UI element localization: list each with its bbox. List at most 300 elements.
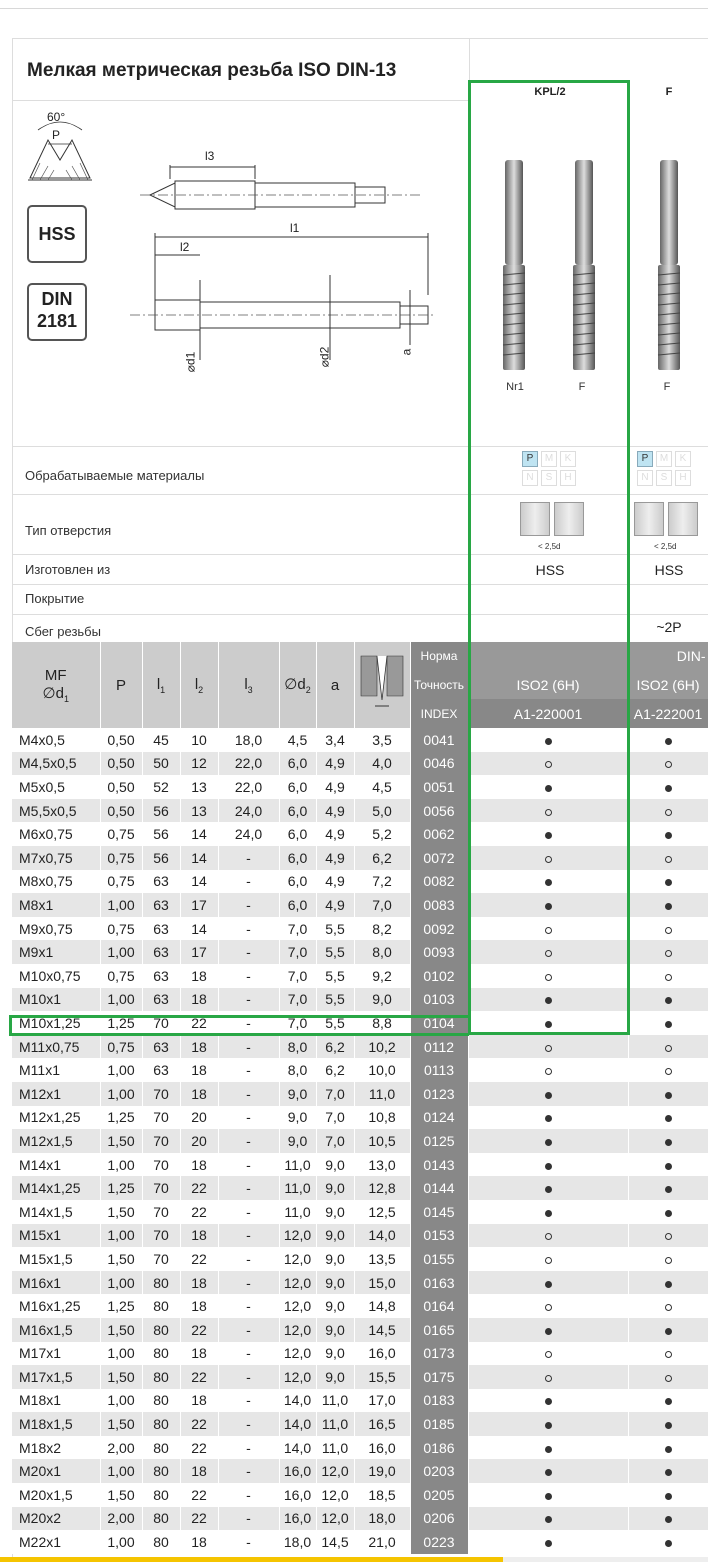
cell-d2: 8,0 [279,1058,316,1082]
cell-d: 11,0 [354,1082,410,1106]
availability-cell [628,940,708,964]
hole-depth-label: < 2,5d [538,542,561,551]
cell-P: 0,75 [100,1035,142,1059]
cell-a: 3,4 [316,728,354,752]
cell-l1: 70 [142,1082,180,1106]
cell-name: M9x0,75 [12,917,100,941]
cell-l1: 70 [142,1224,180,1248]
cell-l3: - [218,1436,279,1460]
cell-d2: 18,0 [279,1530,316,1554]
availability-cell [468,1365,628,1389]
cell-name: M5,5x0,5 [12,799,100,823]
cell-l2: 17 [180,893,218,917]
cell-P: 1,25 [100,1294,142,1318]
cell-l2: 18 [180,1224,218,1248]
cell-l3: - [218,1271,279,1295]
cell-a: 4,9 [316,893,354,917]
cell-P: 1,50 [100,1247,142,1271]
header-d2: $\emptyset d_2$ [279,642,316,728]
empty-dot-icon [545,1375,552,1382]
through-hole-icon [634,502,664,536]
cell-l3: - [218,1082,279,1106]
cell-l1: 63 [142,964,180,988]
cell-a: 9,0 [316,1294,354,1318]
material-grid-2 [637,451,691,486]
table-row [12,1459,708,1483]
empty-dot-icon [665,950,672,957]
availability-cell [468,1035,628,1059]
availability-cell [628,1129,708,1153]
divider [12,554,708,555]
availability-cell [628,1459,708,1483]
cell-l3: - [218,870,279,894]
cell-d2: 12,0 [279,1365,316,1389]
cell-d2: 6,0 [279,799,316,823]
cell-l1: 63 [142,1058,180,1082]
availability-cell [628,728,708,752]
cell-d: 9,0 [354,988,410,1012]
tap-image-f [565,155,605,375]
cell-l3: - [218,1058,279,1082]
cell-l1: 70 [142,1011,180,1035]
cell-d: 18,0 [354,1507,410,1531]
cell-l2: 18 [180,1530,218,1554]
availability-cell [468,1459,628,1483]
cell-a: 7,0 [316,1082,354,1106]
din-badge: DIN 2181 [27,283,87,341]
materials-label: Обрабатываемые материалы [25,468,205,483]
cell-P: 0,50 [100,775,142,799]
cell-a: 9,0 [316,1247,354,1271]
cell-P: 1,00 [100,1342,142,1366]
table-row [12,1035,708,1059]
image-label-nr1: Nr1 [506,381,524,393]
cell-a: 4,9 [316,752,354,776]
cell-l3: - [218,1459,279,1483]
cell-d2: 6,0 [279,822,316,846]
cell-idx: 0092 [410,917,468,941]
divider [12,614,708,615]
cell-d2: 11,0 [279,1200,316,1224]
cell-P: 1,25 [100,1106,142,1130]
cell-l3: - [218,940,279,964]
material-n: N [637,470,653,486]
cell-a: 11,0 [316,1436,354,1460]
cell-l3: - [218,846,279,870]
table-row [12,964,708,988]
cell-P: 1,50 [100,1318,142,1342]
cell-l3: - [218,1507,279,1531]
cell-d: 16,5 [354,1412,410,1436]
top-divider [0,8,708,9]
cell-name: M14x1 [12,1153,100,1177]
availability-cell [628,1530,708,1554]
cell-a: 9,0 [316,1365,354,1389]
header-drill-icon [354,642,410,728]
cell-d: 12,5 [354,1200,410,1224]
cell-P: 1,00 [100,893,142,917]
cell-d: 8,0 [354,940,410,964]
cell-d: 16,0 [354,1436,410,1460]
availability-cell [468,775,628,799]
cell-l3: 24,0 [218,822,279,846]
cell-l1: 63 [142,988,180,1012]
cell-idx: 0223 [410,1530,468,1554]
cell-name: M6x0,75 [12,822,100,846]
cell-name: M18x1 [12,1389,100,1413]
filled-dot-icon [545,997,552,1004]
cell-d2: 9,0 [279,1129,316,1153]
availability-cell [628,988,708,1012]
cell-P: 1,50 [100,1412,142,1436]
column-head-f: F [665,86,673,98]
divider [12,584,708,585]
cell-P: 1,00 [100,1082,142,1106]
cell-l1: 52 [142,775,180,799]
cell-l3: - [218,964,279,988]
norm-label: Норма [410,642,468,671]
availability-cell [628,1483,708,1507]
cell-l2: 18 [180,1153,218,1177]
header-l2: $l_2$ [180,642,218,728]
cell-d2: 12,0 [279,1247,316,1271]
cell-l1: 63 [142,940,180,964]
cell-idx: 0124 [410,1106,468,1130]
availability-cell [468,1530,628,1554]
cell-l2: 14 [180,822,218,846]
availability-cell [628,1342,708,1366]
table-row [12,1082,708,1106]
cell-name: M8x1 [12,893,100,917]
cell-idx: 0175 [410,1365,468,1389]
cell-d: 8,2 [354,917,410,941]
cell-name: M16x1 [12,1271,100,1295]
filled-dot-icon [545,1540,552,1547]
filled-dot-icon [545,1328,552,1335]
cell-l3: - [218,1035,279,1059]
cell-d2: 6,0 [279,870,316,894]
cell-idx: 0082 [410,870,468,894]
cell-idx: 0056 [410,799,468,823]
cell-l1: 63 [142,1035,180,1059]
tap-drawing [130,145,440,385]
l3-label: l3 [205,149,215,163]
cell-P: 0,50 [100,752,142,776]
cell-idx: 0046 [410,752,468,776]
cell-d2: 14,0 [279,1412,316,1436]
empty-dot-icon [665,1045,672,1052]
table-row [12,1176,708,1200]
cell-d2: 6,0 [279,752,316,776]
availability-cell [628,775,708,799]
availability-cell [628,870,708,894]
cell-d2: 9,0 [279,1082,316,1106]
material-p: P [637,451,653,467]
cell-d2: 6,0 [279,775,316,799]
filled-dot-icon [545,738,552,745]
cell-idx: 0083 [410,893,468,917]
cell-l2: 18 [180,1058,218,1082]
filled-dot-icon [665,1328,672,1335]
cell-a: 9,0 [316,1153,354,1177]
empty-dot-icon [545,856,552,863]
filled-dot-icon [665,1115,672,1122]
cell-idx: 0093 [410,940,468,964]
cell-d: 7,0 [354,893,410,917]
filled-dot-icon [545,1398,552,1405]
cell-name: M10x1,25 [12,1011,100,1035]
coating-label: Покрытие [25,591,85,606]
cell-l1: 70 [142,1176,180,1200]
cell-l2: 18 [180,1294,218,1318]
cell-l3: - [218,1294,279,1318]
cell-l1: 80 [142,1318,180,1342]
cell-l1: 80 [142,1342,180,1366]
empty-dot-icon [665,927,672,934]
table-row [12,940,708,964]
table-row [12,1483,708,1507]
cell-a: 12,0 [316,1507,354,1531]
cell-a: 9,0 [316,1200,354,1224]
header-l3: $l_3$ [218,642,279,728]
availability-cell [468,1507,628,1531]
cell-l3: - [218,1483,279,1507]
table-row [12,1271,708,1295]
filled-dot-icon [545,1092,552,1099]
cell-d2: 12,0 [279,1224,316,1248]
empty-dot-icon [665,809,672,816]
cell-d2: 6,0 [279,893,316,917]
cell-d2: 7,0 [279,917,316,941]
filled-dot-icon [545,1163,552,1170]
availability-cell [468,1483,628,1507]
cell-name: M10x1 [12,988,100,1012]
cell-l2: 17 [180,940,218,964]
cell-l1: 80 [142,1436,180,1460]
made-of-value: HSS [535,562,565,578]
cell-P: 1,00 [100,1058,142,1082]
availability-cell [468,940,628,964]
cell-l2: 22 [180,1483,218,1507]
empty-dot-icon [665,856,672,863]
filled-dot-icon [665,879,672,886]
cell-d: 17,0 [354,1389,410,1413]
cell-l3: - [218,893,279,917]
availability-cell [468,893,628,917]
cell-d: 4,0 [354,752,410,776]
material-m: M [656,451,672,467]
cell-l3: 22,0 [218,775,279,799]
availability-cell [468,799,628,823]
cell-l3: - [218,1247,279,1271]
cell-name: M18x1,5 [12,1412,100,1436]
availability-cell [628,1106,708,1130]
material-k: K [560,451,576,467]
availability-cell [628,822,708,846]
hole-type-label: Тип отверстия [25,523,112,538]
cell-d: 19,0 [354,1459,410,1483]
empty-dot-icon [545,1068,552,1075]
cell-P: 2,00 [100,1436,142,1460]
divider [12,100,470,101]
cell-idx: 0062 [410,822,468,846]
cell-d2: 16,0 [279,1459,316,1483]
empty-dot-icon [665,1068,672,1075]
cell-P: 1,00 [100,1224,142,1248]
table-row [12,728,708,752]
availability-cell [468,1271,628,1295]
cell-d: 5,2 [354,822,410,846]
cell-P: 1,25 [100,1176,142,1200]
cell-idx: 0103 [410,988,468,1012]
cell-idx: 0123 [410,1082,468,1106]
cell-idx: 0203 [410,1459,468,1483]
availability-cell [468,752,628,776]
cell-l1: 63 [142,917,180,941]
cell-l3: - [218,1342,279,1366]
empty-dot-icon [545,809,552,816]
cell-l2: 20 [180,1129,218,1153]
cell-P: 2,00 [100,1507,142,1531]
drill-diameter-icon [357,648,407,718]
cell-l1: 80 [142,1459,180,1483]
pitch-label: P [52,128,61,142]
cell-P: 0,75 [100,964,142,988]
cell-d2: 6,0 [279,846,316,870]
cell-l2: 22 [180,1318,218,1342]
empty-dot-icon [665,1351,672,1358]
cell-name: M12x1,25 [12,1106,100,1130]
availability-cell [628,1271,708,1295]
cell-a: 5,5 [316,1011,354,1035]
cell-d2: 8,0 [279,1035,316,1059]
filled-dot-icon [545,832,552,839]
table-row [12,1342,708,1366]
cell-a: 7,0 [316,1129,354,1153]
filled-dot-icon [665,785,672,792]
cell-name: M10x0,75 [12,964,100,988]
availability-cell [468,988,628,1012]
cell-l3: - [218,988,279,1012]
empty-dot-icon [665,1257,672,1264]
cell-l1: 70 [142,1129,180,1153]
availability-cell [628,964,708,988]
availability-cell [468,870,628,894]
availability-cell [468,846,628,870]
tap-image-nr1 [495,155,535,375]
cell-l2: 22 [180,1200,218,1224]
table-row [12,775,708,799]
cell-l2: 18 [180,964,218,988]
made-of-label: Изготовлен из [25,562,111,577]
cell-idx: 0051 [410,775,468,799]
header-l1: $l_1$ [142,642,180,728]
cell-l3: - [218,1389,279,1413]
cell-l1: 63 [142,893,180,917]
cell-l3: - [218,1011,279,1035]
cell-l3: - [218,917,279,941]
cell-l2: 22 [180,1365,218,1389]
cell-l2: 14 [180,846,218,870]
availability-cell [628,1247,708,1271]
availability-cell [628,1176,708,1200]
availability-cell [628,1507,708,1531]
d2-label: ⌀d2 [317,346,332,368]
cell-l1: 56 [142,799,180,823]
made-of-value: HSS [654,562,684,578]
material-grid-1 [522,451,576,486]
cell-l2: 22 [180,1412,218,1436]
cell-l1: 70 [142,1247,180,1271]
cell-d2: 12,0 [279,1342,316,1366]
cell-l2: 22 [180,1247,218,1271]
cell-l3: - [218,1129,279,1153]
cell-l3: - [218,1318,279,1342]
availability-cell [628,1200,708,1224]
availability-cell [628,1389,708,1413]
table-row [12,1412,708,1436]
cell-d2: 7,0 [279,988,316,1012]
filled-dot-icon [665,1281,672,1288]
cell-l2: 14 [180,870,218,894]
empty-dot-icon [545,1351,552,1358]
cell-P: 1,00 [100,1153,142,1177]
column-divider [469,38,470,642]
cell-d: 14,0 [354,1224,410,1248]
cell-idx: 0104 [410,1011,468,1035]
cell-a: 14,5 [316,1530,354,1554]
table-row [12,752,708,776]
cell-P: 1,00 [100,988,142,1012]
cell-a: 4,9 [316,799,354,823]
table-row [12,1530,708,1554]
tap-image-f2 [650,155,690,375]
table-row [12,1011,708,1035]
cell-name: M14x1,5 [12,1200,100,1224]
filled-dot-icon [545,1422,552,1429]
cell-name: M20x1,5 [12,1483,100,1507]
cell-name: M18x2 [12,1436,100,1460]
filled-dot-icon [545,1493,552,1500]
filled-dot-icon [545,1210,552,1217]
cell-name: M20x2 [12,1507,100,1531]
cell-idx: 0112 [410,1035,468,1059]
cell-a: 9,0 [316,1342,354,1366]
cell-d2: 11,0 [279,1153,316,1177]
cell-l2: 13 [180,775,218,799]
cell-a: 4,9 [316,846,354,870]
cell-l1: 80 [142,1412,180,1436]
filled-dot-icon [665,738,672,745]
cell-name: M17x1 [12,1342,100,1366]
cell-l2: 22 [180,1176,218,1200]
cell-l1: 70 [142,1106,180,1130]
cell-P: 1,00 [100,1271,142,1295]
cell-name: M12x1 [12,1082,100,1106]
accuracy-label: Точность [410,671,468,700]
cell-a: 4,9 [316,822,354,846]
cell-l3: - [218,1412,279,1436]
availability-cell [468,964,628,988]
table-row [12,1247,708,1271]
table-row [12,1200,708,1224]
material-s: S [656,470,672,486]
availability-cell [468,1129,628,1153]
cell-name: M16x1,5 [12,1318,100,1342]
bottom-bar [503,1557,708,1562]
cell-a: 6,2 [316,1035,354,1059]
cell-d: 13,0 [354,1153,410,1177]
